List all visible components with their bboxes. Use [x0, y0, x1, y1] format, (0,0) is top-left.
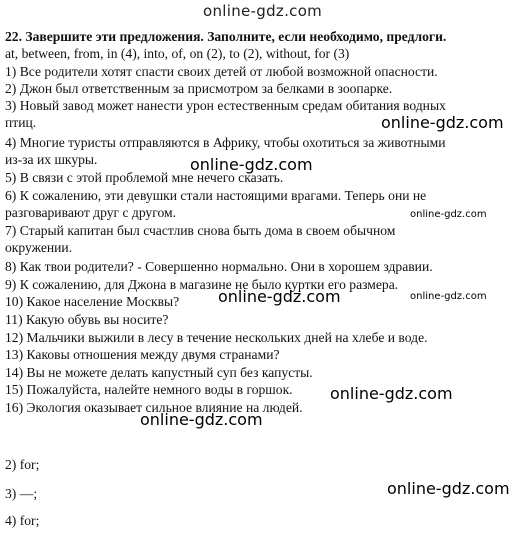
watermark: online-gdz.com — [218, 287, 341, 306]
sentence-line: 9) К сожалению, для Джона в магазине не было куртки его размера. — [5, 277, 399, 292]
watermark: online-gdz.com — [330, 384, 453, 403]
sentence-line: птиц. — [5, 115, 37, 130]
answer-line: 3) —; — [5, 486, 38, 501]
sentence-line: разговаривают друг с другом. — [5, 205, 177, 220]
sentence-line: 4) Многие туристы отправляются в Африку, чтобы охотиться за животными — [5, 135, 446, 150]
sentence-line: 13) Каковы отношения между двумя странами? — [5, 347, 280, 362]
sentence-line: 8) Как твои родители? - Совершенно нормально. Они в хорошем здравии. — [5, 259, 433, 274]
exercise-title: 22. Завершите эти предложения. Заполните, если необходимо, предлоги. — [5, 29, 447, 44]
sentence-line: окружении. — [5, 240, 73, 255]
sentence-line: из-за их шкуры. — [5, 152, 98, 167]
watermark: online-gdz.com — [381, 113, 504, 132]
sentence-line: 12) Мальчики выжили в лесу в течение нескольких дней на хлебе и воде. — [5, 330, 428, 345]
watermark: online-gdz.com — [190, 155, 313, 174]
watermark: online-gdz.com — [140, 410, 263, 429]
sentence-line: 5) В связи с этой проблемой мне нечего сказать. — [5, 170, 284, 185]
answer-line: 2) for; — [5, 457, 40, 472]
sentence-line: 10) Какое население Москвы? — [5, 294, 180, 309]
watermark-top: online-gdz.com — [203, 2, 323, 20]
watermark: online-gdz.com — [387, 479, 510, 498]
watermark: online-gdz.com — [410, 209, 487, 220]
sentence-line: 2) Джон был ответственным за присмотром за белками в зоопарке. — [5, 81, 393, 96]
sentence-line: 7) Старый капитан был счастлив снова быть дома в своем обычном — [5, 223, 396, 238]
sentence-line: 3) Новый завод может нанести урон естественным средам обитания водных — [5, 98, 446, 113]
sentence-line: 15) Пожалуйста, налейте немного воды в горшок. — [5, 382, 293, 397]
sentence-line: 6) К сожалению, эти девушки стали настоящими врагами. Теперь они не — [5, 188, 427, 203]
word-bank: at, between, from, in (4), into, of, on (2), to (2), without, for (3) — [5, 46, 350, 61]
answer-line: 4) for; — [5, 513, 40, 528]
watermark: online-gdz.com — [410, 291, 487, 302]
sentence-line: 1) Все родители хотят спасти своих детей от любой возможной опасности. — [5, 64, 438, 79]
sentence-line: 16) Экология оказывает сильное влияние на людей. — [5, 400, 303, 415]
sentence-line: 14) Вы не можете делать капустный суп без капусты. — [5, 365, 313, 380]
sentence-line: 11) Какую обувь вы носите? — [5, 312, 169, 327]
